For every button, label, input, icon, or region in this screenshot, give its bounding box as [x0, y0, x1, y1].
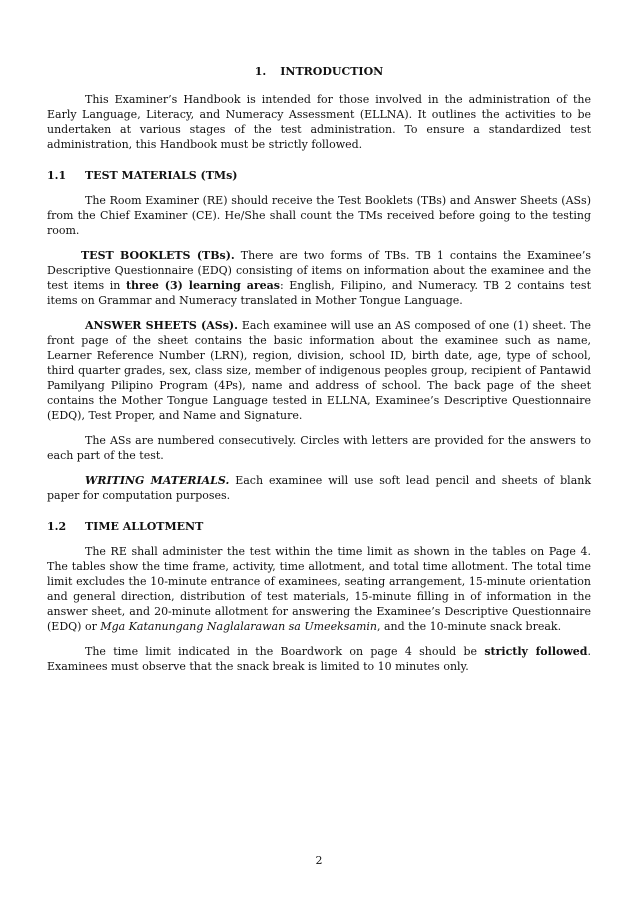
- answer-sheets-paragraph: ANSWER SHEETS (ASs). Each examinee will use an AS composed of one (1) sheet. The front page of the sheet contains the basic information about the examinee such as name, Learner Reference Number (LRN), region, division, school ID, birth date, age, type of school, third quarter grades, sex, class size, member of indigenous peoples group, recipient of Pantawid Pamilyang Pilipino Program (4Ps), name and address of school. The back page of the sheet contains the Mother Tongue Language tested in ELLNA, Examinee’s Descriptive Questionnaire (EDQ), Test Proper, and Name and Signature.: [47, 319, 591, 422]
- chapter-title: INTRODUCTION: [280, 65, 384, 78]
- time-limit-paragraph: The RE shall administer the test within the time limit as shown in the tables on Page 4. The tables show the time frame, activity, time allotment, and total time allotment. The total time limit excludes the 10-minute entrance of examinees, seating arrangement, 15-minute orientation and general direction, distribution of test materials, 15-minute filling in of information in the answer sheet, and 20-minute allotment for answering the Examinee’s Descriptive Questionnaire (EDQ) or Mga Katanungang Naglalarawan sa Umeeksamin, and the 10-minute snack break.: [47, 545, 591, 633]
- section-1-2-heading: [47, 519, 591, 534]
- page-content: [47, 64, 591, 684]
- writing-materials-heading: WRITING MATERIALS.: [85, 474, 230, 487]
- writing-materials-paragraph: WRITING MATERIALS. Each examinee will use soft lead pencil and sheets of blank paper for computation purposes.: [47, 474, 592, 502]
- page-number: 2: [315, 854, 323, 867]
- strictly-followed-emphasis: strictly followed: [484, 645, 588, 658]
- chapter-heading: [47, 64, 591, 79]
- intro-paragraph: This Examiner’s Handbook is intended for those involved in the administration of the Early Language, Literacy, and Numeracy Assessment (ELLNA). It outlines the activities to be undertaken at various stages of the test administration. To ensure a standardized test administration, this Handbook must be strictly followed.: [47, 93, 591, 151]
- section-title: TEST MATERIALS (TMs): [85, 169, 238, 182]
- test-materials-paragraph: The Room Examiner (RE) should receive the Test Booklets (TBs) and Answer Sheets (ASs) from the Chief Examiner (CE). He/She shall count the TMs received before going to the testing room.: [47, 194, 591, 237]
- boardwork-paragraph: The time limit indicated in the Boardwork on page 4 should be strictly followed. Examinees must observe that the snack break is limited to 10 minutes only.: [47, 645, 591, 673]
- numbered-sheets-paragraph: The ASs are numbered consecutively. Circles with letters are provided for the answers to each part of the test.: [47, 434, 591, 462]
- section-number: 1.1: [47, 169, 67, 182]
- test-booklets-heading: TEST BOOKLETS (TBs).: [81, 249, 235, 262]
- section-number: 1.2: [47, 520, 67, 533]
- edq-tagalog-title: Mga Katanungang Naglalarawan sa Umeeksamin: [100, 620, 377, 633]
- section-title: TIME ALLOTMENT: [85, 520, 204, 533]
- test-booklets-paragraph: TEST BOOKLETS (TBs). There are two forms of TBs. TB 1 contains the Examinee’s Descriptive Questionnaire (EDQ) consisting of items on information about the examinee and the test items in three (3) learning areas: English, Filipino, and Numeracy. TB 2 contains test items on Grammar and Numeracy translated in Mother Tongue Language.: [47, 249, 591, 307]
- chapter-number: 1.: [254, 65, 267, 78]
- section-1-1-heading: [47, 168, 591, 183]
- answer-sheets-heading: ANSWER SHEETS (ASs).: [85, 319, 238, 332]
- learning-areas-emphasis: three (3) learning areas: [125, 279, 280, 292]
